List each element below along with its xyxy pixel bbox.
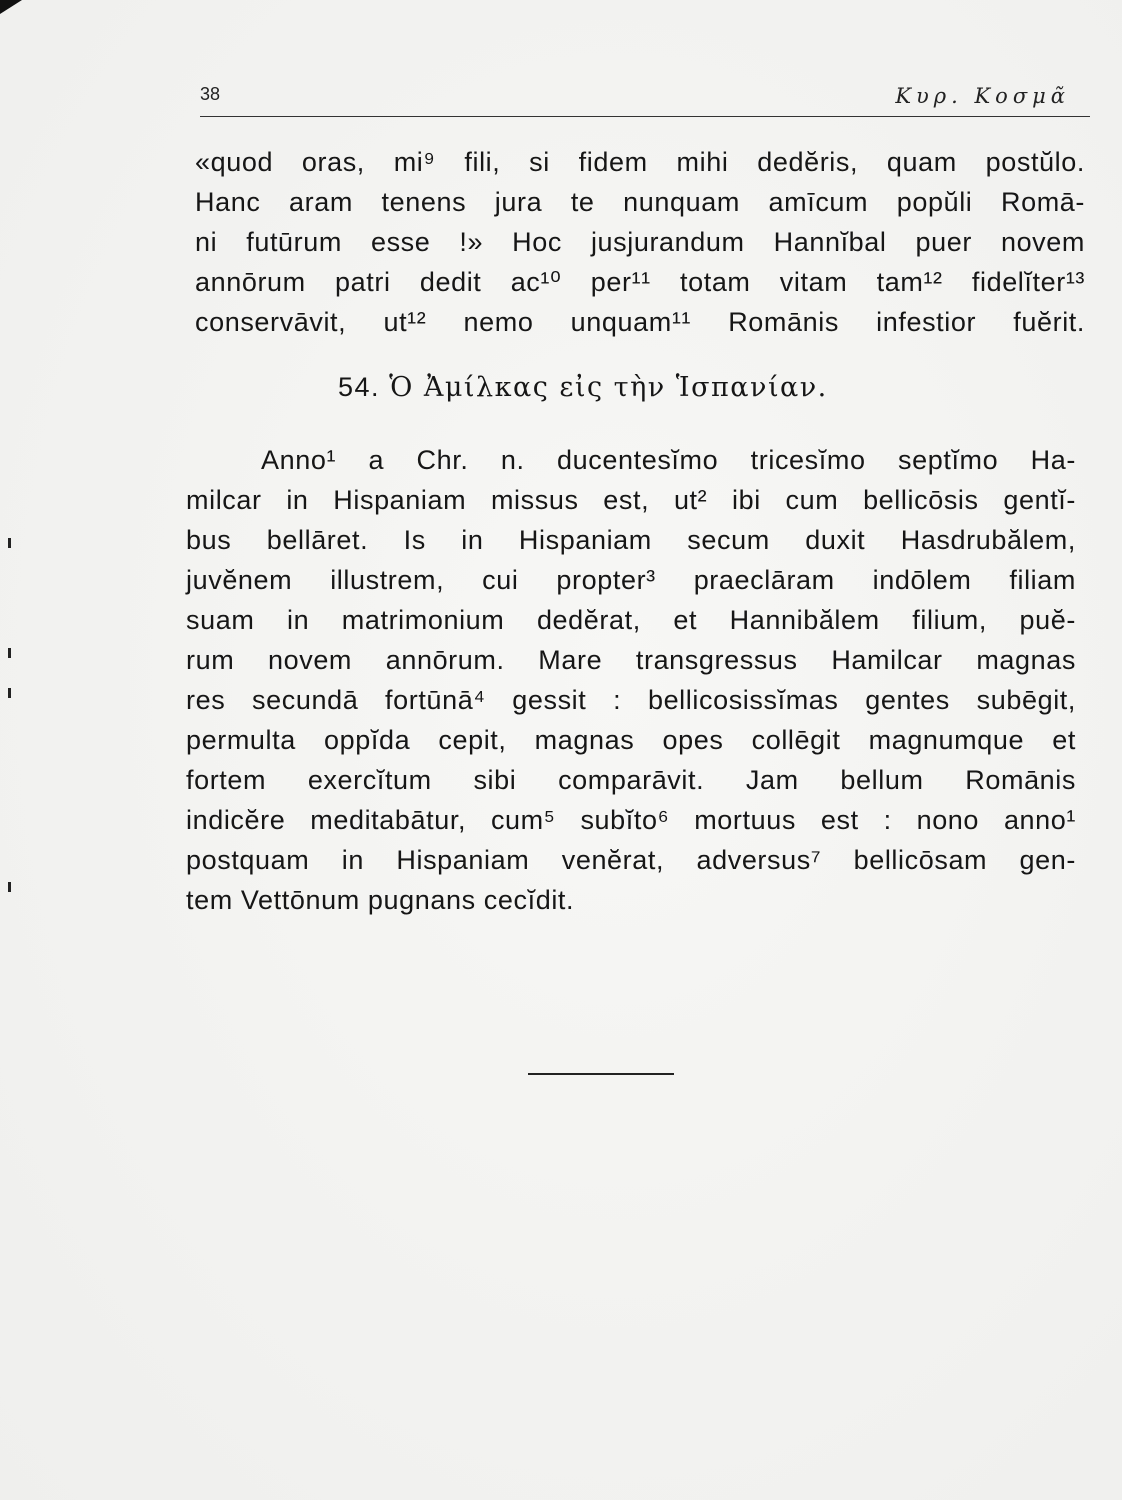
text-line: conservāvit, ut¹² nemo unquam¹¹ Romānis infestior fuĕrit. [195, 307, 1085, 337]
text-line: Anno¹ a Chr. n. ducentesĭmo tricesĭmo septĭmo Ha- [261, 445, 1076, 475]
running-head [200, 80, 1090, 110]
text-line: indicĕre meditabātur, cum⁵ subĭto⁶ mortuus est : nono anno¹ [186, 805, 1076, 835]
section-title: Ὁ Ἀμίλκας εἰς τὴν Ἱσπανίαν. [389, 372, 828, 403]
section-paragraph [186, 440, 1076, 920]
text-line: postquam in Hispaniam venĕrat, adversus⁷ bellicōsam gen- [186, 845, 1076, 875]
header-rule [200, 116, 1090, 117]
scan-corner-mark [0, 0, 22, 14]
section-number: 54. [338, 372, 381, 402]
text-line: ni futūrum esse !» Hoc jusjurandum Hannĭbal puer novem [195, 227, 1085, 257]
text-line: suam in matrimonium dedĕrat, et Hannibălem filium, puĕ- [186, 605, 1076, 635]
text-line: tem Vettōnum pugnans cecĭdit. [186, 885, 575, 915]
margin-mark [8, 538, 11, 548]
text-line: Hanc aram tenens jura te nunquam amīcum popŭli Romā- [195, 187, 1085, 217]
text-line: juvĕnem illustrem, cui propter³ praeclāram indōlem filiam [186, 565, 1076, 595]
text-line: «quod oras, mi⁹ fili, si fidem mihi dedĕris, quam postŭlo. [195, 147, 1085, 177]
text-line: rum novem annōrum. Mare transgressus Hamilcar magnas [186, 645, 1076, 675]
margin-mark [8, 688, 11, 698]
text-line: bus bellāret. Is in Hispaniam secum duxit Hasdrubălem, [186, 525, 1076, 555]
text-line: annōrum patri dedit ac¹⁰ per¹¹ totam vitam tam¹² fidelĭter¹³ [195, 267, 1085, 297]
paragraph-continuation [195, 142, 1085, 342]
margin-mark [8, 882, 11, 892]
text-line: fortem exercĭtum sibi comparāvit. Jam bellum Romānis [186, 765, 1076, 795]
margin-mark [8, 648, 11, 658]
text-line: milcar in Hispaniam missus est, ut² ibi cum bellicōsis gentĭ- [186, 485, 1076, 515]
running-title: Κυρ. Κοσμᾶ [895, 84, 1070, 108]
text-line: permulta oppĭda cepit, magnas opes collēgit magnumque et [186, 725, 1076, 755]
text-line: res secundā fortūnā⁴ gessit : bellicosissĭmas gentes subēgit, [186, 685, 1076, 715]
page-number: 38 [200, 84, 221, 104]
end-rule [528, 1073, 674, 1075]
section-heading [338, 372, 938, 403]
